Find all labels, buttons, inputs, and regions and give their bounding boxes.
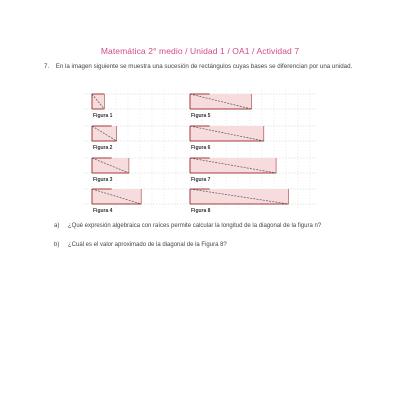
question-b bbox=[54, 241, 354, 249]
rectangle-fill bbox=[190, 94, 252, 109]
figure-label: Figura 1 bbox=[93, 113, 113, 119]
figure-label: Figura 6 bbox=[191, 145, 211, 151]
figure-label: Figura 4 bbox=[93, 208, 113, 214]
question-id: b) bbox=[54, 242, 60, 248]
figure-8 bbox=[190, 189, 288, 214]
figure-2 bbox=[92, 126, 117, 151]
figure-6 bbox=[190, 126, 264, 151]
figure-label: Figura 8 bbox=[191, 208, 211, 214]
question-text: ¿Cuál es el valor aproximado de la diagonal de la Figura 8? bbox=[68, 242, 227, 248]
page-title: Matemática 2° medio / Unidad 1 / OA1 / Actividad 7 bbox=[100, 46, 300, 56]
figure-label: Figura 5 bbox=[191, 113, 211, 119]
figure-label: Figura 2 bbox=[93, 145, 113, 151]
figure-label: Figura 7 bbox=[191, 177, 211, 183]
figure-1 bbox=[92, 94, 113, 119]
figure-label: Figura 3 bbox=[93, 177, 113, 183]
figure-5 bbox=[190, 94, 252, 119]
figure-7 bbox=[190, 158, 276, 183]
figure-3 bbox=[92, 158, 129, 183]
exercise-text: En la imagen siguiente se muestra una sucesión de rectángulos cuyas bases se diferencian por una unidad. bbox=[55, 63, 353, 70]
question-text: ¿Qué expresión algebraica con raíces permite calcular la longitud de la diagonal de la figura n? bbox=[68, 223, 322, 229]
figure-4 bbox=[92, 189, 141, 214]
question-id: a) bbox=[54, 223, 60, 229]
question-a bbox=[54, 222, 354, 230]
exercise-number: 7. bbox=[44, 63, 50, 70]
